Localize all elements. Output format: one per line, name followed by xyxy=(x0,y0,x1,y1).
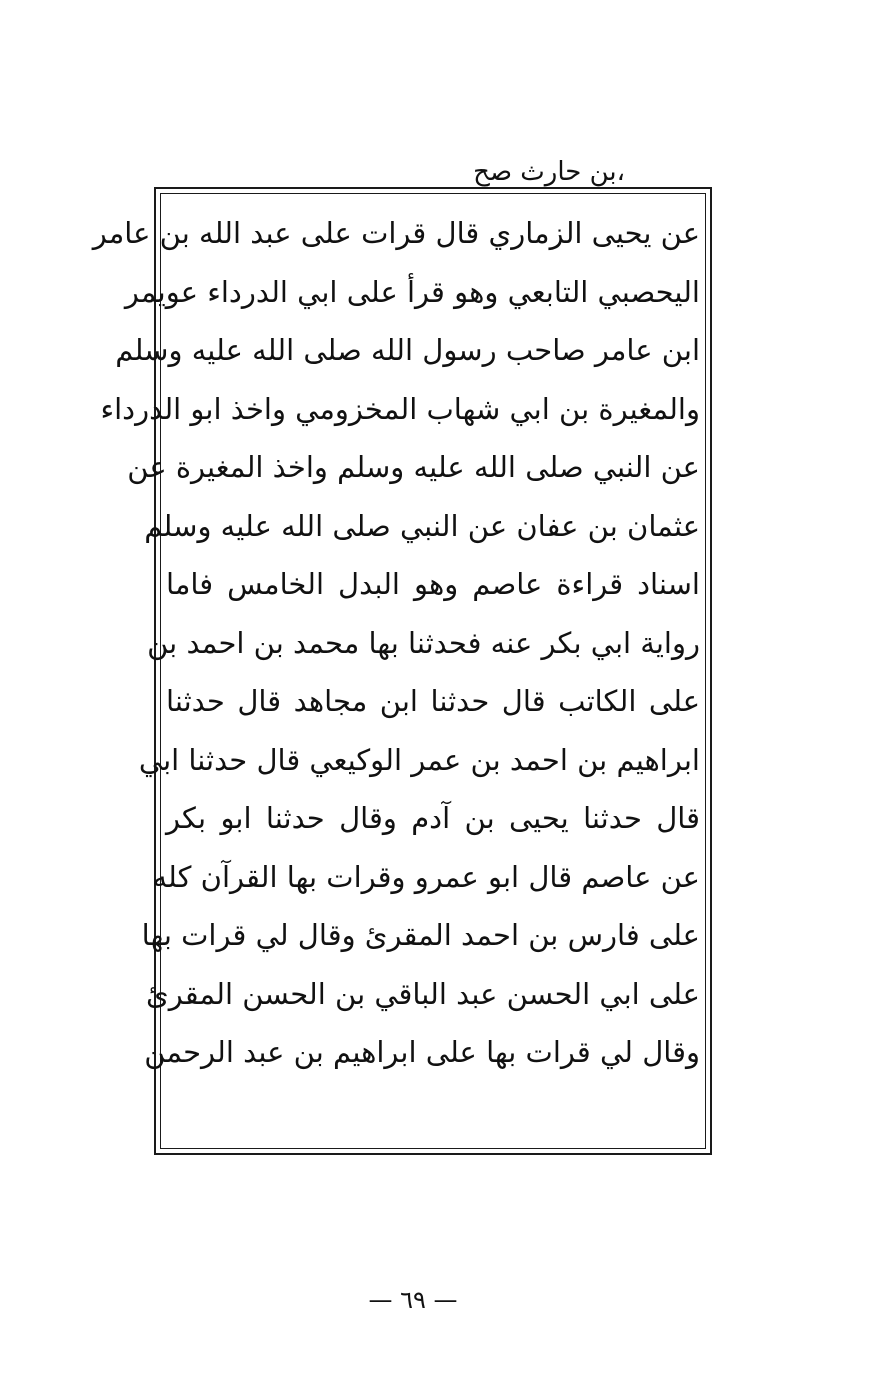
text-line: ابراهيم بن احمد بن عمر الوكيعي قال حدثنا ابي xyxy=(138,742,700,777)
text-line: وقال لي قرات بها على ابراهيم بن عبد الرحمن xyxy=(144,1035,700,1069)
text-line: عن يحيى الزماري قال قرات على عبد الله بن عامر xyxy=(92,216,700,250)
text-line: والمغيرة بن ابي شهاب المخزومي واخذ ابو الدرداء xyxy=(100,391,700,426)
text-line: اليحصبي التابعي وهو قرأ على ابي الدرداء عويمر xyxy=(124,274,700,309)
margin-note: ،بن حارث صح xyxy=(473,157,625,187)
text-line: قال حدثنا يحيى بن آدم وقال حدثنا ابو بكر xyxy=(166,801,700,835)
manuscript-text xyxy=(92,204,700,1144)
text-line: على الكاتب قال حدثنا ابن مجاهد قال حدثنا xyxy=(166,684,700,718)
text-line: عن عاصم قال ابو عمرو وقرات بها القرآن كله xyxy=(152,859,700,894)
text-line: على ابي الحسن عبد الباقي بن الحسن المقرئ xyxy=(146,976,700,1011)
text-line: رواية ابي بكر عنه فحدثنا بها محمد بن احمد بن xyxy=(147,625,700,660)
text-line: ابن عامر صاحب رسول الله صلى الله عليه وسلم xyxy=(115,333,700,367)
text-line: عثمان بن عفان عن النبي صلى الله عليه وسلم xyxy=(144,508,700,543)
text-line: على فارس بن احمد المقرئ وقال لي قرات بها xyxy=(141,918,700,952)
page-number: — ٦٩ — xyxy=(368,1286,458,1314)
text-line: عن النبي صلى الله عليه وسلم واخذ المغيرة عن xyxy=(127,450,700,484)
text-line: اسناد قراءة عاصم وهو البدل الخامس فاما xyxy=(166,567,700,601)
